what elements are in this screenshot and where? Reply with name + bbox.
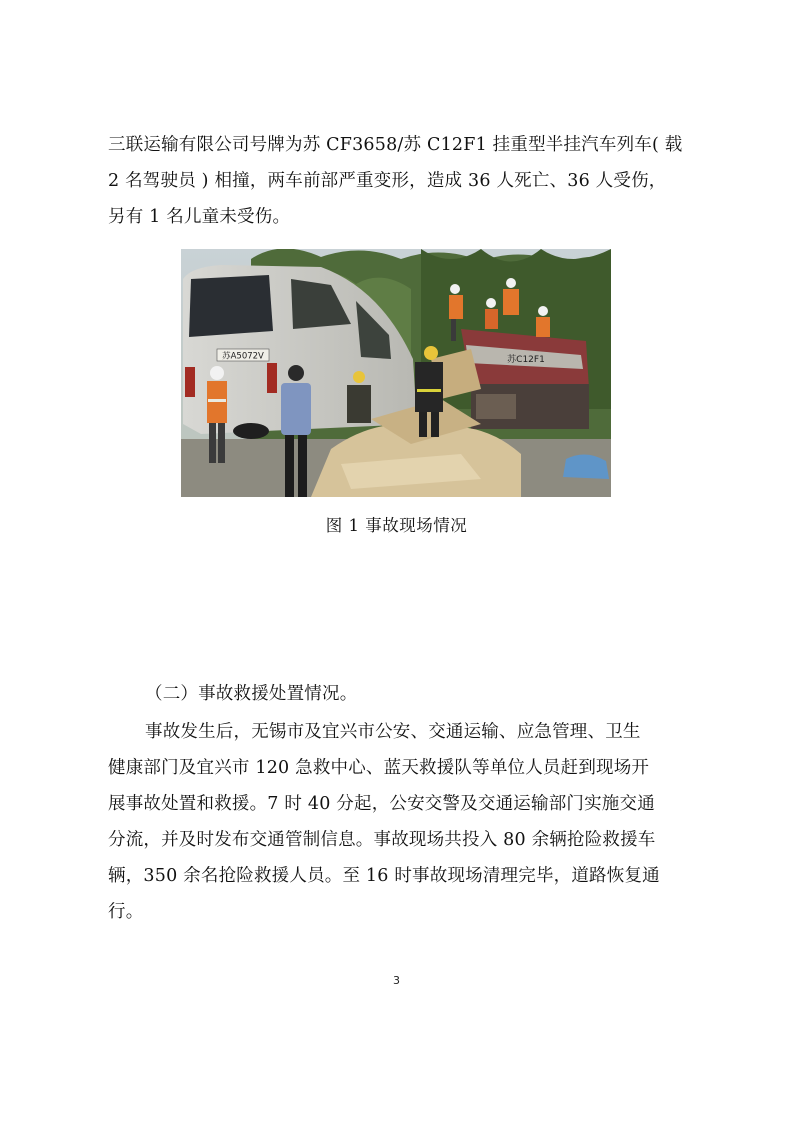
figure-caption: 图 1 事故现场情况: [325, 516, 468, 535]
paragraph-accident-summary: [108, 127, 688, 235]
accident-scene-photo: [181, 249, 611, 497]
page-number: 3: [393, 974, 400, 987]
text-line: 展事故处置和救援。7 时 40 分起，公安交警及交通运输部门实施交通: [108, 794, 655, 814]
paragraph-rescue-details: [108, 714, 688, 930]
truck-plate-text: 苏C12F1: [507, 355, 545, 365]
section-heading: （二）事故救援处置情况。: [145, 684, 358, 704]
text-line: 三联运输有限公司号牌为苏 CF3658/苏 C12F1 挂重型半挂汽车列车( 载: [108, 135, 683, 155]
text-line: 另有 1 名儿童未受伤。: [108, 207, 291, 227]
text-line: 2 名驾驶员 ) 相撞，两车前部严重变形，造成 36 人死亡、36 人受伤，: [108, 171, 667, 191]
text-line: 辆，350 余名抢险救援人员。至 16 时事故现场清理完毕，道路恢复通: [108, 866, 660, 886]
bus-plate-text: 苏A5072V: [222, 351, 264, 362]
text-line: 事故发生后，无锡市及宜兴市公安、交通运输、应急管理、卫生: [145, 722, 641, 742]
text-line: 分流，并及时发布交通管制信息。事故现场共投入 80 余辆抢险救援车: [108, 830, 656, 850]
text-line: 健康部门及宜兴市 120 急救中心、蓝天救援队等单位人员赶到现场开: [108, 758, 650, 778]
text-line: 行。: [108, 902, 144, 922]
